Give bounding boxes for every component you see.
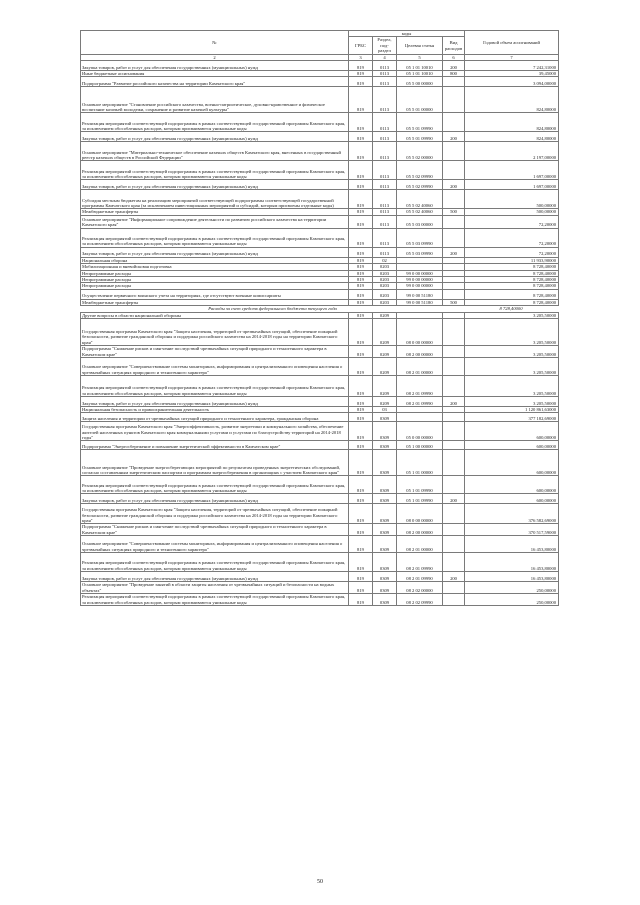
cell-grbs: 819 [349, 277, 373, 283]
budget-document [80, 30, 558, 606]
cell-vid: 800 [443, 71, 465, 77]
cell-razdel: 0309 [373, 450, 397, 476]
cell-vid [443, 582, 465, 594]
cell-razdel: 0113 [373, 161, 397, 180]
cell-target: 99 0 00 51180 [397, 299, 443, 305]
cell-razdel: 0113 [373, 142, 397, 161]
cell-grbs: 819 [349, 406, 373, 412]
cell-razdel: 0203 [373, 283, 397, 289]
cell-target: 08 0 00 00000 [397, 504, 443, 524]
cell-name: Межбюджетные трансферты [81, 209, 349, 215]
table-header [81, 31, 559, 61]
cell-amount: 16 453,80000 [465, 572, 559, 582]
cell-name: Государственная программа Камчатского края "Защита населения, территорий от чрезвычайных ситуаций, обеспечение пожарной безопасности, развитие гражданской обороны и поддержка российского казачества на 2014-2018 годы на территории Камчатского края" [81, 319, 349, 346]
cell-amount: 600,00000 [465, 450, 559, 476]
table-row [81, 553, 559, 572]
cell-amount: 8 728,40000 [465, 283, 559, 289]
cell-amount: 600,00000 [465, 441, 559, 450]
header-vid: Вид расходов [443, 37, 465, 54]
cell-razdel: 0309 [373, 504, 397, 524]
cell-amount: 8 728,40000 [465, 277, 559, 283]
cell-amount: 2 197,00000 [465, 142, 559, 161]
cell-vid: 500 [443, 299, 465, 305]
cell-target: 08 2 01 09990 [397, 375, 443, 396]
cell-vid [443, 113, 465, 132]
table-row [81, 396, 559, 406]
header-index-7: 7 [465, 54, 559, 60]
cell-target: 08 2 00 00000 [397, 524, 443, 536]
cell-razdel: 0309 [373, 536, 397, 553]
cell-vid [443, 215, 465, 228]
cell-target: 08 0 00 00000 [397, 319, 443, 346]
cell-name: Основное мероприятие "Совершенствование системы мониторинга, информирования и централизованного оповещения населения о чрезвычайных ситуациях природного и техногенного характера" [81, 536, 349, 553]
cell-amount: 1 120 861,63000 [465, 406, 559, 412]
cell-amount: 72,20000 [465, 215, 559, 228]
cell-razdel: 0309 [373, 422, 397, 441]
cell-name: Реализация мероприятий соответствующей подпрограммы в рамках соответствующей государственной программы Камчатского края, за исключением обособленных расходов, которым присваиваются уникальные коды [81, 553, 349, 572]
cell-grbs: 819 [349, 319, 373, 346]
cell-target: 05 1 00 00000 [397, 441, 443, 450]
cell-razdel: 0113 [373, 228, 397, 247]
cell-target: 99 0 00 51180 [397, 289, 443, 299]
budget-table [80, 30, 559, 606]
cell-vid: 200 [443, 494, 465, 504]
cell-name: Защита населения и территории от чрезвычайных ситуаций природного и техногенного характера, гражданская оборона [81, 413, 349, 422]
cell-grbs: 819 [349, 524, 373, 536]
cell-name: Национальная оборона [81, 257, 349, 263]
cell-target [397, 413, 443, 422]
cell-amount: 3 205,50000 [465, 357, 559, 375]
cell-vid [443, 142, 465, 161]
cell-vid: 500 [443, 209, 465, 215]
cell-vid [443, 87, 465, 113]
cell-amount: 8 728,40000 [465, 299, 559, 305]
cell-amount: 1 697,00000 [465, 161, 559, 180]
cell-razdel: 0113 [373, 215, 397, 228]
cell-name: Основное мероприятие "Информационное сопровождение деятельности по развитию российского казачества на территории Камчатского края" [81, 215, 349, 228]
cell-razdel: 0309 [373, 572, 397, 582]
cell-target: 05 5 02 40060 [397, 190, 443, 209]
cell-target: 08 2 01 09990 [397, 553, 443, 572]
table-row [81, 413, 559, 422]
cell-target: 05 1 01 10010 [397, 71, 443, 77]
cell-target: 08 2 02 09990 [397, 593, 443, 605]
cell-amount: 3 205,50000 [465, 346, 559, 358]
cell-name: Закупка товаров, работ и услуг для обеспечения государственных (муниципальных) нужд [81, 132, 349, 142]
cell-name: Межбюджетные трансферты [81, 299, 349, 305]
cell-amount: 7 242,31000 [465, 61, 559, 71]
cell-name: Иные бюджетные ассигнования [81, 71, 349, 77]
cell-name: Закупка товаров, работ и услуг для обеспечения государственных (муниципальных) нужд [81, 494, 349, 504]
cell-razdel: 02 [373, 257, 397, 263]
cell-amount: 16 453,80000 [465, 553, 559, 572]
cell-name: Осуществление первичного воинского учета на территориях, где отсутствуют военные комиссариаты [81, 289, 349, 299]
cell-grbs: 819 [349, 87, 373, 113]
cell-target: 05 5 01 00000 [397, 87, 443, 113]
cell-grbs: 819 [349, 283, 373, 289]
cell-name: Закупка товаров, работ и услуг для обеспечения государственных (муниципальных) нужд [81, 180, 349, 190]
cell-razdel: 0113 [373, 71, 397, 77]
table-row [81, 593, 559, 605]
page-number: 50 [317, 879, 323, 885]
cell-grbs: 819 [349, 71, 373, 77]
cell-vid [443, 161, 465, 180]
table-row [81, 113, 559, 132]
cell-amount: 600,00000 [465, 476, 559, 494]
table-row [81, 161, 559, 180]
header-index-5: 5 [397, 54, 443, 60]
cell-grbs: 819 [349, 190, 373, 209]
cell-grbs: 819 [349, 494, 373, 504]
cell-grbs: 819 [349, 375, 373, 396]
note-amount: 8 728,40000 [465, 306, 559, 312]
cell-vid [443, 536, 465, 553]
header-grbs: ГРБС [349, 37, 373, 54]
table-row [81, 142, 559, 161]
cell-razdel: 0309 [373, 494, 397, 504]
cell-razdel: 0209 [373, 396, 397, 406]
cell-vid [443, 441, 465, 450]
cell-target: 08 2 02 00000 [397, 582, 443, 594]
cell-amount: 824,80000 [465, 132, 559, 142]
table-row [81, 180, 559, 190]
cell-razdel: 0113 [373, 180, 397, 190]
cell-grbs: 819 [349, 209, 373, 215]
cell-grbs: 819 [349, 396, 373, 406]
cell-name: Основное мероприятие "Материально-техническое обеспечение казачьих обществ Камчатского края, внесенных в государственный реестр казачьих обществ в Российской Федерации" [81, 142, 349, 161]
table-row [81, 504, 559, 524]
cell-target: 05 1 01 10010 [397, 61, 443, 71]
cell-razdel: 0113 [373, 113, 397, 132]
cell-grbs: 819 [349, 357, 373, 375]
cell-vid [443, 228, 465, 247]
cell-grbs: 819 [349, 61, 373, 71]
cell-grbs: 819 [349, 582, 373, 594]
cell-target: 05 5 01 09990 [397, 132, 443, 142]
cell-name: Другие вопросы в области национальной обороны [81, 312, 349, 318]
cell-target: 05 0 00 00000 [397, 422, 443, 441]
cell-name: Мобилизационная и вневойсковая подготовка [81, 264, 349, 270]
cell-razdel: 0203 [373, 277, 397, 283]
cell-razdel: 0309 [373, 524, 397, 536]
cell-amount: 3 205,50000 [465, 375, 559, 396]
cell-name: Реализация мероприятий соответствующей подпрограммы в рамках соответствующей государственной программы Камчатского края, за исключением обособленных расходов, которым присваиваются уникальные коды [81, 113, 349, 132]
cell-grbs: 819 [349, 228, 373, 247]
cell-target: 05 5 03 00000 [397, 215, 443, 228]
cell-grbs: 819 [349, 142, 373, 161]
cell-amount: 11 933,90000 [465, 257, 559, 263]
cell-razdel: 03 [373, 406, 397, 412]
table-row [81, 422, 559, 441]
cell-razdel: 0203 [373, 270, 397, 276]
cell-amount: 600,00000 [465, 422, 559, 441]
cell-target: 05 5 01 09990 [397, 113, 443, 132]
cell-amount: 370 517,59000 [465, 524, 559, 536]
table-row [81, 61, 559, 71]
cell-amount: 500,00000 [465, 209, 559, 215]
cell-amount: 39,45000 [465, 71, 559, 77]
cell-target: 05 5 03 09990 [397, 247, 443, 257]
cell-vid: 200 [443, 396, 465, 406]
cell-target: 05 1 01 09990 [397, 494, 443, 504]
header-number: № [81, 31, 349, 55]
cell-grbs: 819 [349, 413, 373, 422]
cell-target: 05 5 00 00000 [397, 77, 443, 87]
cell-grbs: 819 [349, 553, 373, 572]
cell-name: Непрограммные расходы [81, 270, 349, 276]
cell-razdel: 0203 [373, 299, 397, 305]
cell-amount: 3 205,50000 [465, 319, 559, 346]
cell-vid [443, 524, 465, 536]
cell-grbs: 819 [349, 450, 373, 476]
note-text: Расходы за счет средств федерального бюджета текущего года [81, 306, 465, 312]
cell-name: Закупка товаров, работ и услуг для обеспечения государственных (муниципальных) нужд [81, 396, 349, 406]
cell-name: Реализация мероприятий соответствующей подпрограммы в рамках соответствующей государственной программы Камчатского края, за исключением обособленных расходов, которым присваиваются уникальные коды [81, 161, 349, 180]
cell-razdel: 0113 [373, 87, 397, 113]
cell-amount: 500,00000 [465, 190, 559, 209]
table-row [81, 375, 559, 396]
cell-name: Субсидия местным бюджетам на реализацию мероприятий соответствующей подпрограммы соответствующей государственной программы Камчатского края (за исключением инвестиционных мероприятий и субсидий, которым присвоены отдельные коды) [81, 190, 349, 209]
cell-razdel: 0203 [373, 264, 397, 270]
cell-name: Реализация мероприятий соответствующей подпрограммы в рамках соответствующей государственной программы Камчатского края, за исключением обособленных расходов, которым присваиваются уникальные коды [81, 476, 349, 494]
cell-target: 08 2 01 00000 [397, 536, 443, 553]
cell-name: Реализация мероприятий соответствующей подпрограммы в рамках соответствующей государственной программы Камчатского края, за исключением обособленных расходов, которым присваиваются уникальные коды [81, 375, 349, 396]
table-row [81, 87, 559, 113]
cell-name: Основное мероприятие "Проведение занятий в области защиты населения от чрезвычайных ситуаций и безопасности на водных объектах" [81, 582, 349, 594]
cell-name: Подпрограмма "Энергосбережение и повышение энергетической эффективности в Камчатском крае" [81, 441, 349, 450]
cell-target: 05 1 01 00000 [397, 450, 443, 476]
cell-amount: 376 582,69000 [465, 504, 559, 524]
cell-target: 05 1 01 09990 [397, 476, 443, 494]
cell-grbs: 819 [349, 346, 373, 358]
cell-vid [443, 593, 465, 605]
header-target: Целевая статья [397, 37, 443, 54]
cell-razdel: 0309 [373, 553, 397, 572]
cell-razdel: 0309 [373, 593, 397, 605]
table-row [81, 524, 559, 536]
cell-vid: 200 [443, 132, 465, 142]
cell-vid [443, 476, 465, 494]
cell-razdel: 0113 [373, 247, 397, 257]
cell-name: Реализация мероприятий соответствующей подпрограммы в рамках соответствующей государственной программы Камчатского края, за исключением обособленных расходов, которым присваиваются уникальные коды [81, 593, 349, 605]
cell-amount: 377 182,69000 [465, 413, 559, 422]
cell-grbs: 819 [349, 289, 373, 299]
cell-vid [443, 375, 465, 396]
cell-vid: 200 [443, 180, 465, 190]
table-row [81, 536, 559, 553]
cell-grbs: 819 [349, 180, 373, 190]
cell-name: Закупка товаров, работ и услуг для обеспечения государственных (муниципальных) нужд [81, 61, 349, 71]
header-index-2: 2 [81, 54, 349, 60]
table-row [81, 450, 559, 476]
cell-target: 05 5 02 09990 [397, 161, 443, 180]
table-row [81, 582, 559, 594]
header-amount: Годовой объем ассигнований [465, 31, 559, 55]
table-row [81, 494, 559, 504]
cell-vid [443, 77, 465, 87]
cell-amount: 3 205,50000 [465, 312, 559, 318]
cell-name: Подпрограмма "Снижение рисков и смягчение последствий чрезвычайных ситуаций природного и техногенного характера в Камчатском крае" [81, 524, 349, 536]
cell-grbs: 819 [349, 264, 373, 270]
cell-name: Закупка товаров, работ и услуг для обеспечения государственных (муниципальных) нужд [81, 247, 349, 257]
cell-target: 08 2 00 00000 [397, 346, 443, 358]
cell-name: Непрограммные расходы [81, 283, 349, 289]
cell-razdel: 0113 [373, 77, 397, 87]
cell-grbs: 819 [349, 113, 373, 132]
cell-vid [443, 504, 465, 524]
cell-amount: 250,00000 [465, 593, 559, 605]
cell-amount: 1 697,00000 [465, 180, 559, 190]
table-row [81, 190, 559, 209]
cell-vid [443, 190, 465, 209]
cell-name: Государственная программа Камчатского края "Защита населения, территорий от чрезвычайных ситуаций, обеспечение пожарной безопасности, развитие гражданской обороны и поддержка российского казачества на 2014-2018 годы на территории Камчатского края" [81, 504, 349, 524]
cell-vid: 200 [443, 247, 465, 257]
cell-name: Реализация мероприятий соответствующей подпрограммы в рамках соответствующей государственной программы Камчатского края, за исключением обособленных расходов, которым присваиваются уникальные коды [81, 228, 349, 247]
cell-grbs: 819 [349, 299, 373, 305]
cell-razdel: 0113 [373, 61, 397, 71]
cell-amount: 600,00000 [465, 494, 559, 504]
table-row [81, 357, 559, 375]
cell-grbs: 819 [349, 572, 373, 582]
table-row [81, 132, 559, 142]
cell-grbs: 819 [349, 215, 373, 228]
cell-razdel: 0203 [373, 289, 397, 299]
cell-amount: 3 205,50000 [465, 396, 559, 406]
table-row [81, 77, 559, 87]
cell-name: Подпрограмма "Снижение рисков и смягчение последствий чрезвычайных ситуаций природного и техногенного характера в Камчатском крае" [81, 346, 349, 358]
cell-grbs: 819 [349, 247, 373, 257]
header-index-3: 3 [349, 54, 373, 60]
cell-grbs: 819 [349, 504, 373, 524]
cell-grbs: 819 [349, 593, 373, 605]
cell-amount: 72,20000 [465, 247, 559, 257]
cell-vid [443, 346, 465, 358]
cell-target: 05 5 02 00000 [397, 142, 443, 161]
table-row [81, 346, 559, 358]
cell-name: Подпрограмма "Развитие российского казачества на территории Камчатского края" [81, 77, 349, 87]
cell-razdel: 0209 [373, 346, 397, 358]
cell-grbs: 819 [349, 536, 373, 553]
table-row [81, 215, 559, 228]
table-row [81, 247, 559, 257]
cell-target: 05 5 02 40060 [397, 209, 443, 215]
cell-amount: 8 728,40000 [465, 264, 559, 270]
cell-amount: 16 453,80000 [465, 536, 559, 553]
cell-name: Закупка товаров, работ и услуг для обеспечения государственных (муниципальных) нужд [81, 572, 349, 582]
cell-amount: 824,80000 [465, 87, 559, 113]
table-row [81, 476, 559, 494]
cell-grbs: 819 [349, 476, 373, 494]
cell-grbs: 819 [349, 257, 373, 263]
cell-vid [443, 553, 465, 572]
table-row [81, 319, 559, 346]
cell-name: Основное мероприятие "Совершенствование системы мониторинга, информирования и централизованного оповещения населения о чрезвычайных ситуациях природного и техногенного характера" [81, 357, 349, 375]
cell-vid [443, 319, 465, 346]
cell-vid: 200 [443, 572, 465, 582]
table-row [81, 228, 559, 247]
cell-grbs: 819 [349, 132, 373, 142]
cell-amount: 8 728,40000 [465, 270, 559, 276]
cell-target: 05 5 03 09990 [397, 228, 443, 247]
cell-grbs: 819 [349, 312, 373, 318]
cell-grbs: 819 [349, 161, 373, 180]
cell-target: 08 2 01 09990 [397, 396, 443, 406]
cell-amount: 250,00000 [465, 582, 559, 594]
cell-target: 99 0 00 00000 [397, 270, 443, 276]
cell-amount: 824,80000 [465, 113, 559, 132]
cell-vid [443, 357, 465, 375]
header-index-4: 4 [373, 54, 397, 60]
cell-vid [443, 422, 465, 441]
cell-razdel: 0209 [373, 312, 397, 318]
table-row [81, 289, 559, 299]
cell-razdel: 0113 [373, 209, 397, 215]
cell-name: Национальная безопасность и правоохранительная деятельность [81, 406, 349, 412]
cell-razdel: 0309 [373, 582, 397, 594]
cell-name: Непрограммные расходы [81, 277, 349, 283]
cell-target: 05 5 02 09990 [397, 180, 443, 190]
cell-vid: 200 [443, 61, 465, 71]
cell-amount: 3 094,00000 [465, 77, 559, 87]
cell-target: 99 0 00 00000 [397, 277, 443, 283]
cell-vid [443, 450, 465, 476]
cell-vid [443, 289, 465, 299]
cell-name: Государственная программа Камчатского края "Энергоэффективность, развитие энергетики и коммунального хозяйства, обеспечение жителей населенных пунктов Камчатского края коммунальными услугами и услугами по благоустройству территорий на 2014-2018 годы" [81, 422, 349, 441]
cell-razdel: 0209 [373, 375, 397, 396]
cell-amount: 72,20000 [465, 228, 559, 247]
table-body [81, 61, 559, 606]
header-codes: коды [349, 31, 465, 37]
cell-razdel: 0113 [373, 132, 397, 142]
cell-name: Основное мероприятие "Проведение энергосберегающих мероприятий по результатам проведенных энергетических обследований, согласно составленным энергетическим паспортам и программам энергосбережения в организациях с участием Камчатского края" [81, 450, 349, 476]
cell-razdel: 0209 [373, 357, 397, 375]
cell-razdel: 0113 [373, 190, 397, 209]
cell-grbs: 819 [349, 441, 373, 450]
cell-grbs: 819 [349, 422, 373, 441]
cell-grbs: 819 [349, 270, 373, 276]
cell-razdel: 0309 [373, 441, 397, 450]
cell-razdel: 0209 [373, 319, 397, 346]
cell-name: Основное мероприятие "Становление российского казачества, военно-патриотическое, духовно-нравственное и физическое воспитание казачьей молодежи, сохранение и развитие казачьей культуры" [81, 87, 349, 113]
cell-razdel: 0309 [373, 413, 397, 422]
cell-target: 99 0 00 00000 [397, 283, 443, 289]
cell-target: 08 2 01 09990 [397, 572, 443, 582]
table-row [81, 441, 559, 450]
cell-amount: 8 728,40000 [465, 289, 559, 299]
cell-grbs: 819 [349, 77, 373, 87]
table-row [81, 572, 559, 582]
header-razdel: Раздел, под-раздел [373, 37, 397, 54]
cell-razdel: 0309 [373, 476, 397, 494]
cell-vid [443, 413, 465, 422]
header-index-6: 6 [443, 54, 465, 60]
cell-target: 08 2 01 00000 [397, 357, 443, 375]
